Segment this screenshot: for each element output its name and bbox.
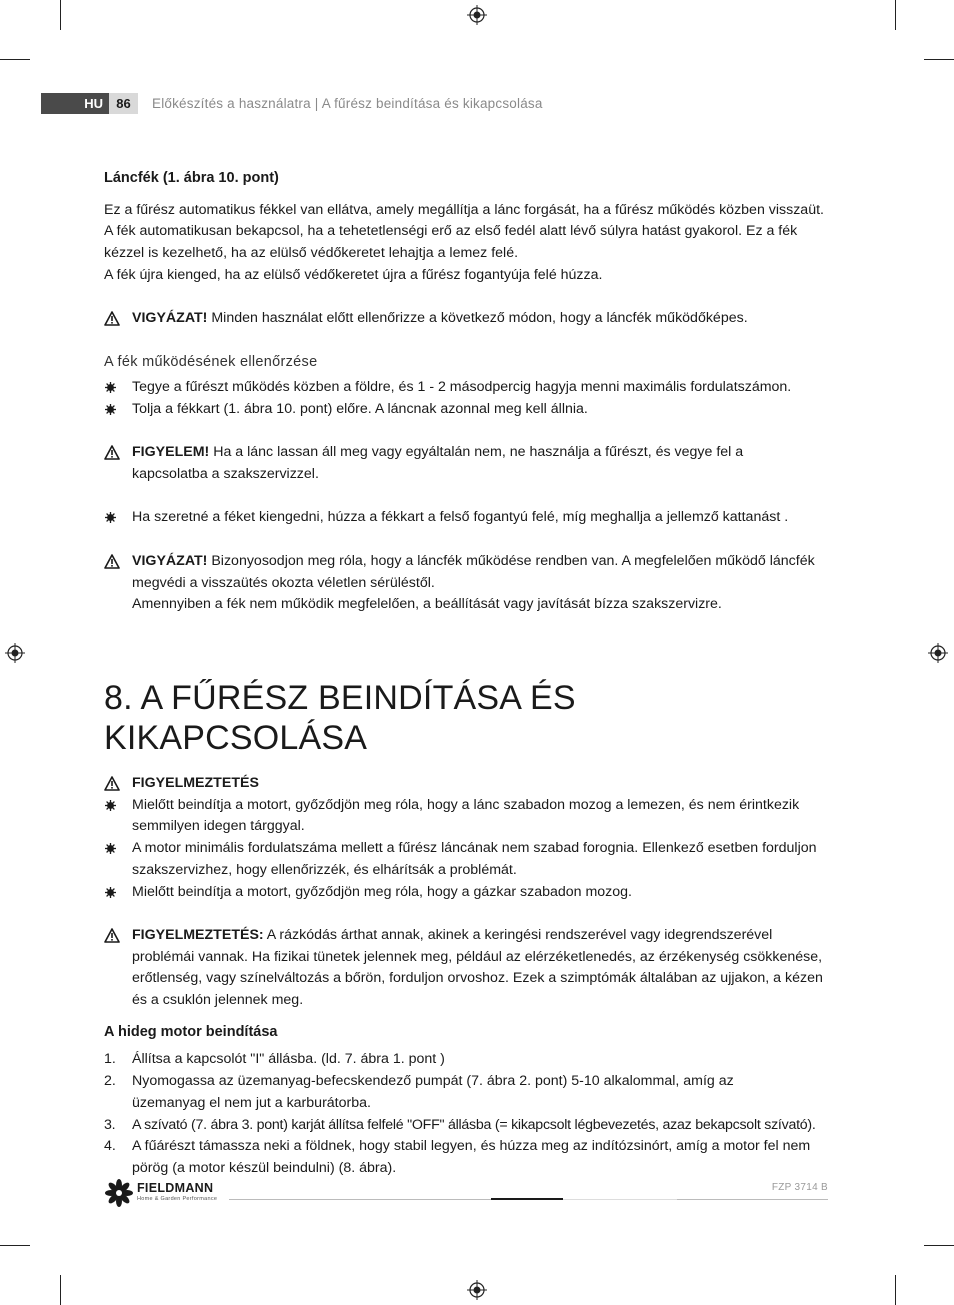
numbered-step: [104, 1115, 834, 1137]
warning-text: Amennyiben a fék nem működik megfelelően, a beállítását vagy javítását bízza szakszervizre.: [132, 596, 722, 613]
crop-mark: [0, 1245, 30, 1246]
model-number: FZP 3714 B: [771, 1182, 828, 1193]
list-item-text: Ha szeretné a féket kiengedni, húzza a fékkart a felső fogantyú felé, míg meghallja a jellemző kattanást .: [132, 509, 789, 526]
bullet-icon: [105, 382, 116, 393]
check-heading: A fék működésének ellenőrzése: [104, 353, 318, 370]
warning-label: FIGYELEM!: [132, 444, 210, 461]
registration-mark-icon: [467, 5, 487, 25]
list-item-text: Tegye a fűrészt működés közben a földre, és 1 - 2 másodpercig hagyja menni maximális fordulatszámon.: [132, 379, 792, 396]
page-content: [104, 168, 834, 1180]
step-text: A szívató (7. ábra 3. pont) karját állítsa felfelé "OFF" állásba (= kikapcsolt légbevezetés, azaz bekapcsolt szívató).: [132, 1116, 816, 1133]
step-text: A fűárészt támassza neki a földnek, hogy stabil legyen, és húzza meg az indítózsinórt, amíg a motor fel nem pörög (a motor készül beindulni) (8. ábra).: [132, 1138, 811, 1176]
warning-triangle-icon: [104, 776, 120, 791]
list-item: [104, 507, 834, 529]
list-item-text: A motor minimális fordulatszáma mellett a fűrész láncának nem szabad forognia. Ellenkező esetben forduljon szakszervizhez, hogy ellenőrizzék, és elhárítsák a problémát.: [132, 840, 817, 878]
bullet-icon: [105, 800, 116, 811]
step-number: 3.: [104, 1116, 116, 1133]
bullet-icon: [105, 843, 116, 854]
registration-mark-icon: [467, 1280, 487, 1300]
registration-mark-icon: [928, 643, 948, 663]
footer-rule: [677, 1199, 828, 1200]
brand-name: FIELDMANN: [137, 1181, 214, 1195]
list-item: [104, 795, 834, 838]
warning-triangle-icon: [104, 445, 120, 460]
warning-triangle-icon: [104, 554, 120, 569]
warning-text: Ha a lánc lassan áll meg vagy egyáltalán nem, ne használja a fűrészt, és vegye fel a kapcsolatba a szakszervizzel.: [132, 444, 744, 483]
numbered-step: [104, 1136, 834, 1179]
chainbrake-heading: Láncfék (1. ábra 10. pont): [104, 170, 279, 186]
warning-text: Bizonyosodjon meg róla, hogy a láncfék működése rendben van. A megfelelően működő láncfék megvédi a visszaütés okozta véletlen sérüléstől.: [132, 552, 815, 591]
crop-mark: [895, 1275, 896, 1305]
step-number: 4.: [104, 1138, 116, 1155]
warning-label: VIGYÁZAT!: [132, 552, 208, 569]
footer-rule: [563, 1199, 677, 1200]
numbered-step: [104, 1071, 792, 1114]
step-number: 1.: [104, 1051, 116, 1068]
list-item-text: Tolja a fékkart (1. ábra 10. pont) előre. A láncnak azonnal meg kell állnia.: [132, 401, 588, 417]
brand-logo: [104, 1178, 229, 1208]
warning-text: A rázkódás árthat annak, akinek a keringési rendszerével vagy idegrendszerével problémái vannak. Ha fizikai tünetek jelennek meg, például az elérzéketlenedés, az érzékenység csökkenése, erőtlenség, vagy színelváltozás a bőrön, forduljon orvoshoz. Ezek a szimptómák általában az ujjakon, a kézen és a csuklón jelennek meg.: [132, 926, 823, 1008]
list-item: [104, 399, 834, 421]
crop-mark: [60, 1275, 61, 1305]
registration-mark-icon: [5, 643, 25, 663]
warning-triangle-icon: [104, 311, 120, 326]
crop-mark: [924, 1245, 954, 1246]
footer-rule: [229, 1199, 491, 1200]
warning-note: [104, 551, 822, 616]
bullet-icon: [105, 512, 116, 523]
list-item-text: Mielőtt beindítja a motort, győződjön meg róla, hogy a gázkar szabadon mozog.: [132, 883, 632, 900]
crop-mark: [60, 0, 61, 30]
footer-rule: [491, 1198, 563, 1200]
bullet-icon: [105, 887, 116, 898]
list-item: [104, 377, 834, 399]
list-item: [104, 882, 834, 904]
running-header-title: Előkészítés a használatra | A fűrész beindítása és kikapcsolása: [152, 96, 543, 111]
step-text: Állítsa a kapcsolót "I" állásba. (ld. 7. ábra 1. pont ): [132, 1051, 445, 1068]
warning-text: Minden használat előtt ellenőrizze a következő módon, hogy a láncfék működőképes.: [207, 310, 748, 327]
fieldmann-flower-icon: [104, 1178, 134, 1208]
warning-note: [104, 925, 834, 1012]
warning-note: [104, 308, 834, 330]
paragraph: A fék automatikusan bekapcsol, ha a tehetetlenségi erő az első fedél alatt lévő súlyra hatást gyakorol. Ez a fék kézzel is kezelhető, ha az elülső védőkeretet lehajtja a lemez felé.: [104, 223, 798, 262]
list-item: [104, 838, 822, 881]
paragraph: Ez a fűrész automatikus fékkel van ellátva, amely megállítja a lánc forgását, ha a fűrész működés közben visszaüt.: [104, 201, 824, 218]
warning-label: FIGYELMEZTETÉS: [132, 774, 259, 791]
list-item-text: Mielőtt beindítja a motort, győződjön meg róla, hogy a lánc szabadon mozog a lemezen, és nem érintkezik semmilyen idegen tárggyal.: [132, 796, 800, 835]
bullet-icon: [105, 404, 116, 415]
crop-mark: [895, 0, 896, 30]
page-number: 86: [109, 93, 138, 114]
warning-note: [104, 773, 834, 795]
crop-mark: [924, 59, 954, 60]
crop-mark: [0, 59, 30, 60]
language-badge: HU: [41, 93, 109, 114]
warning-label: VIGYÁZAT!: [132, 310, 208, 327]
cold-start-heading: A hideg motor beindítása: [104, 1023, 278, 1040]
brand-tagline: Home & Garden Performance: [137, 1196, 218, 1202]
warning-triangle-icon: [104, 928, 120, 943]
paragraph: A fék újra kienged, ha az elülső védőkeretet újra a fűrész fogantyúja felé húzza.: [104, 266, 603, 283]
warning-label: FIGYELMEZTETÉS:: [132, 926, 264, 943]
numbered-step: [104, 1049, 834, 1071]
section-title: 8. A FŰRÉSZ BEINDÍTÁSA ÉS KIKAPCSOLÁSA: [104, 678, 576, 757]
step-text: Nyomogassa az üzemanyag-befecskendező pumpát (7. ábra 2. pont) 5-10 alkalommal, amíg az üzemanyag el nem jut a karburátorba.: [132, 1073, 734, 1111]
step-number: 2.: [104, 1073, 116, 1090]
warning-note: [104, 442, 772, 485]
